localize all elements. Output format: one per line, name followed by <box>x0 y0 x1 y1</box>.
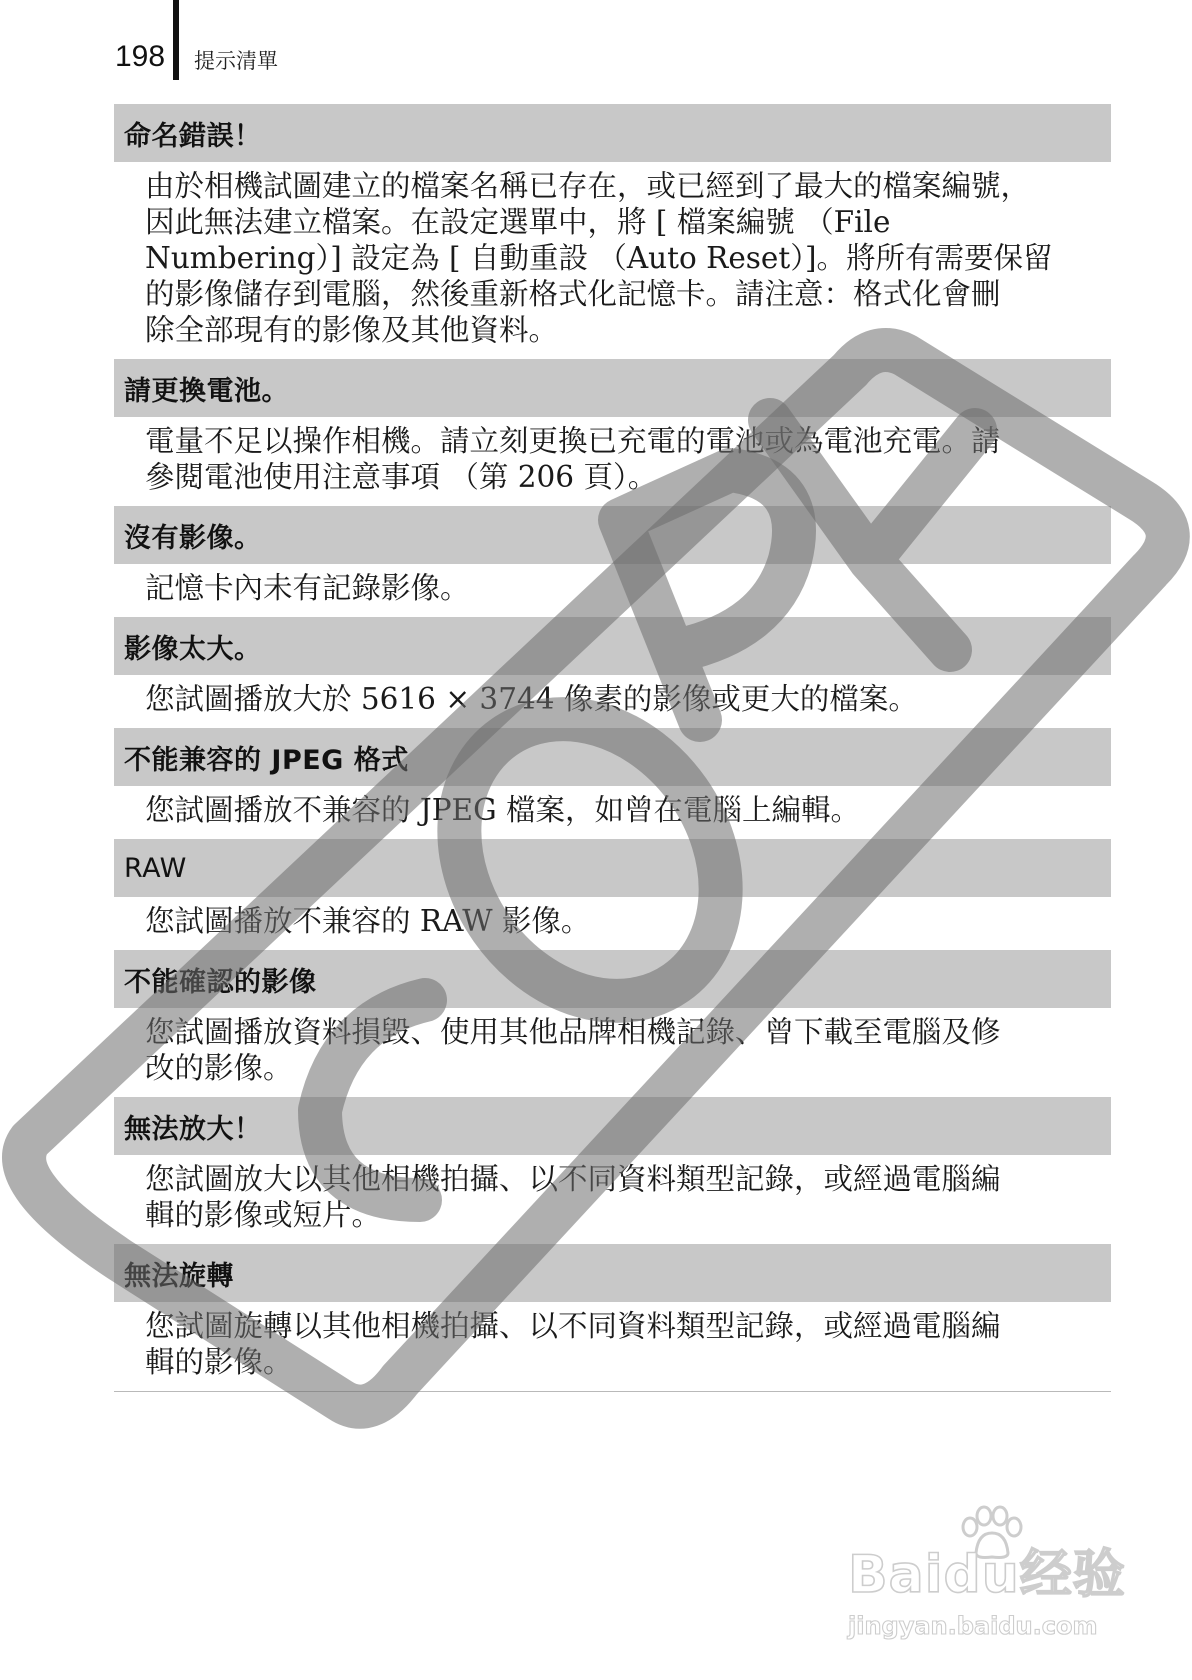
section-title: 提示清單 <box>194 49 278 73</box>
entry-image-too-large <box>114 617 1111 728</box>
entry-title: 不能確認的影像 <box>114 950 1111 1008</box>
entry-title: 命名錯誤！ <box>114 104 1111 162</box>
entry-title: 沒有影像。 <box>114 506 1111 564</box>
body-line: 電量不足以操作相機。請立刻更換已充電的電池或為電池充電。請 <box>145 424 1001 458</box>
entry-title: 影像太大。 <box>114 617 1111 675</box>
entry-incompatible-jpeg <box>114 728 1111 839</box>
entry-body <box>114 675 1111 728</box>
entry-body <box>114 1008 1111 1097</box>
entry-title: 請更換電池。 <box>114 359 1111 417</box>
body-line: 您試圖播放資料損毀、使用其他品牌相機記錄、曾下載至電腦及修 <box>145 1015 1001 1049</box>
body-line: 由於相機試圖建立的檔案名稱已存在，或已經到了最大的檔案編號， <box>145 169 1031 203</box>
body-line: 輯的影像。 <box>145 1345 293 1379</box>
entry-raw <box>114 839 1111 950</box>
entry-body <box>114 786 1111 839</box>
entry-title: 無法旋轉 <box>114 1244 1111 1302</box>
body-line: 參閱電池使用注意事項 （第 206 頁）。 <box>145 460 658 494</box>
entry-body <box>114 1155 1111 1244</box>
body-line: 改的影像。 <box>145 1051 293 1085</box>
body-line: 您試圖播放大於 5616 × 3744 像素的影像或更大的檔案。 <box>145 682 918 716</box>
entry-naming-error <box>114 104 1111 359</box>
entry-body <box>114 162 1111 359</box>
header-divider <box>173 0 179 80</box>
bottom-divider <box>114 1391 1111 1392</box>
entry-cannot-rotate <box>114 1244 1111 1391</box>
entry-body <box>114 564 1111 617</box>
body-line: 除全部現有的影像及其他資料。 <box>145 313 559 347</box>
body-line: 您試圖播放不兼容的 RAW 影像。 <box>145 904 591 938</box>
entry-title: RAW <box>114 839 1111 897</box>
page-number: 198 <box>115 40 166 73</box>
entry-body <box>114 897 1111 950</box>
body-line: Numbering）] 設定為 [ 自動重設 （Auto Reset）]。將所有需要保留 <box>145 241 1053 275</box>
body-line: 因此無法建立檔案。在設定選單中，將 [ 檔案編號 （File <box>145 205 891 239</box>
body-line: 您試圖播放不兼容的 JPEG 檔案，如曾在電腦上編輯。 <box>145 793 861 827</box>
body-line: 的影像儲存到電腦，然後重新格式化記憶卡。請注意：格式化會刪 <box>145 277 1001 311</box>
entry-body <box>114 1302 1111 1391</box>
page-header <box>115 0 715 96</box>
baidu-url-text: jingyan.baidu.com <box>848 1612 1098 1640</box>
entry-title: 無法放大！ <box>114 1097 1111 1155</box>
body-line: 輯的影像或短片。 <box>145 1198 382 1232</box>
entry-unidentified-image <box>114 950 1111 1097</box>
message-list <box>114 104 1111 1392</box>
entry-body <box>114 417 1111 506</box>
body-line: 您試圖旋轉以其他相機拍攝、以不同資料類型記錄，或經過電腦編 <box>145 1309 1001 1343</box>
body-line: 您試圖放大以其他相機拍攝、以不同資料類型記錄，或經過電腦編 <box>145 1162 1001 1196</box>
entry-cannot-magnify <box>114 1097 1111 1244</box>
body-line: 記憶卡內未有記錄影像。 <box>145 571 470 605</box>
baidu-brand-text: Baidu经验 <box>848 1545 1126 1605</box>
baidu-jingyan-logo <box>848 1505 1138 1640</box>
entry-title: 不能兼容的 JPEG 格式 <box>114 728 1111 786</box>
entry-change-battery <box>114 359 1111 506</box>
entry-no-image <box>114 506 1111 617</box>
